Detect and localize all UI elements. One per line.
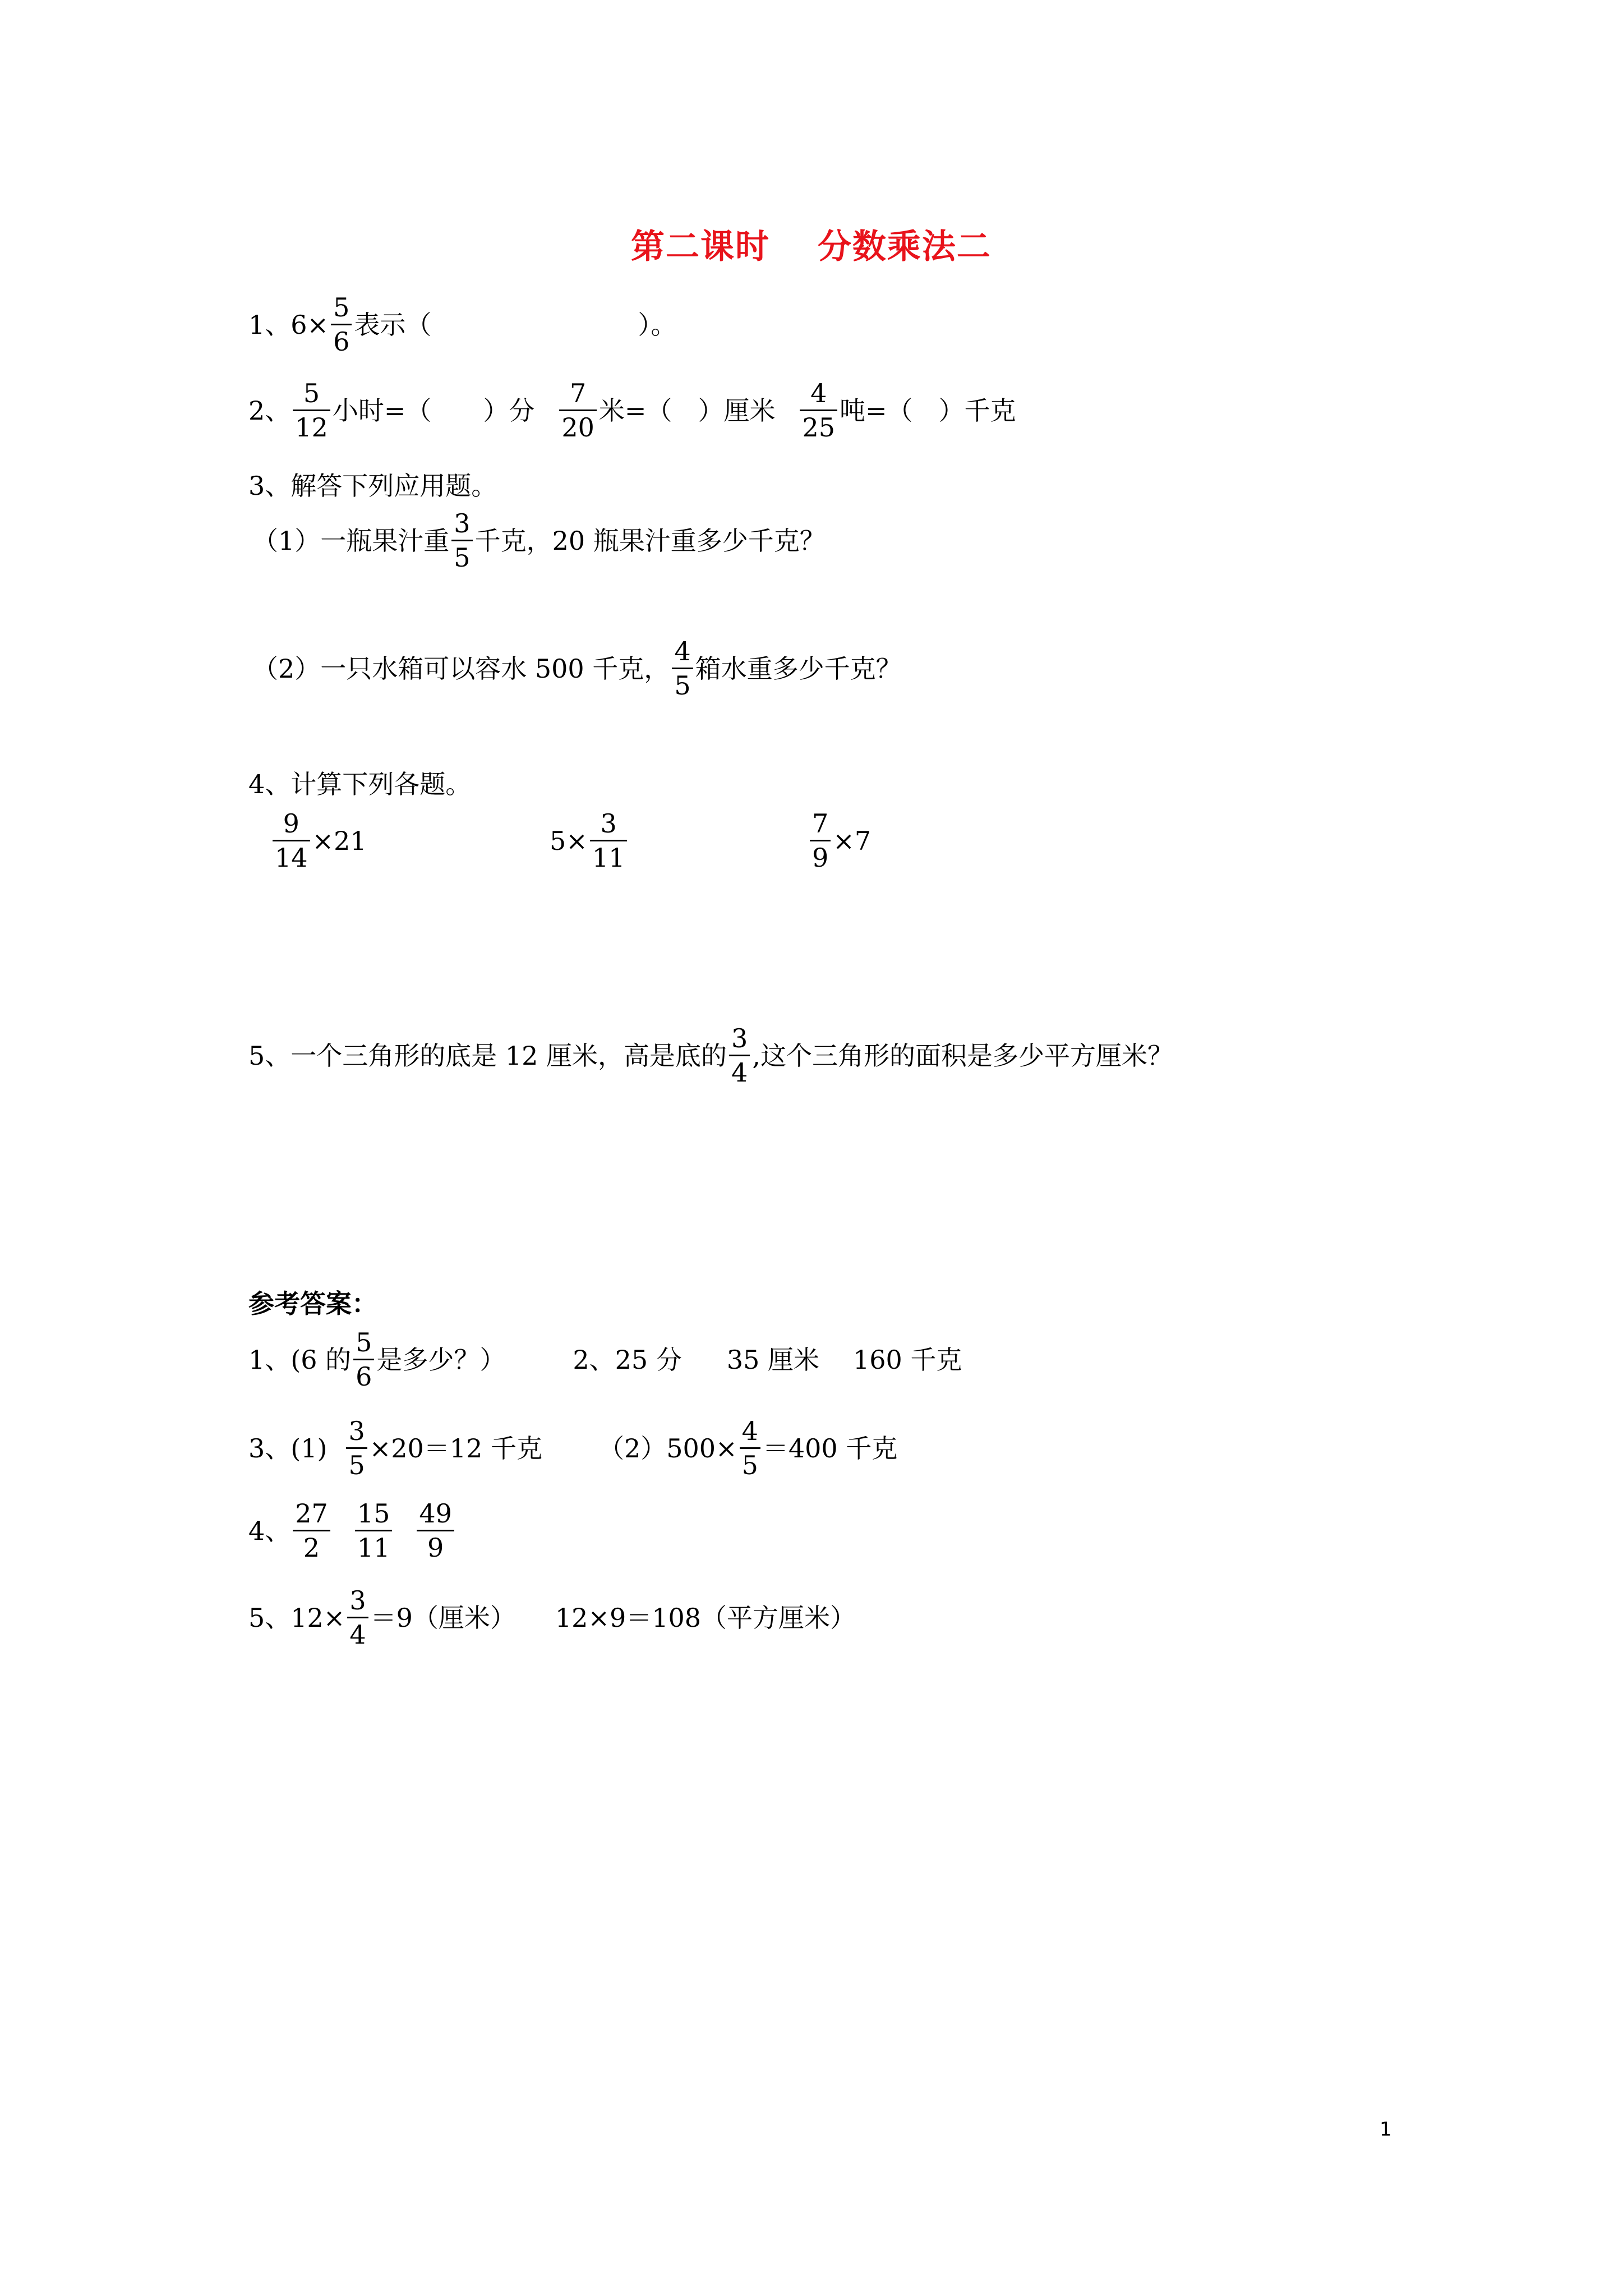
a5-second: 12×9＝108（平方厘米） (555, 1602, 856, 1633)
q4-expression-2 (550, 808, 629, 873)
page-title: 第二课时 分数乘法二 (631, 227, 992, 266)
fraction-denominator: 25 (802, 412, 836, 443)
q3p2-prefix: （2）一只水箱可以容水 500 千克， (252, 653, 670, 684)
a1-suffix: 是多少？） (376, 1344, 506, 1375)
question-3-part-1 (252, 508, 826, 573)
fraction-numerator: 49 (419, 1498, 452, 1529)
question-1 (248, 292, 677, 357)
fraction-denominator: 2 (303, 1533, 320, 1563)
fraction-denominator: 6 (333, 326, 350, 357)
fraction-denominator: 5 (348, 1450, 365, 1480)
fraction-numerator: 7 (812, 808, 829, 839)
a2-text-b: 35 厘米 (726, 1344, 819, 1375)
fraction-numerator: 7 (570, 378, 587, 408)
fraction (590, 808, 628, 873)
a2-text-c: 160 千克 (852, 1344, 962, 1375)
answer-3 (248, 1418, 897, 1478)
fraction-denominator: 20 (561, 412, 594, 443)
fraction-numerator: 5 (356, 1327, 372, 1358)
page-number: 1 (1380, 2118, 1392, 2141)
a3-part2-prefix: （2）500× (598, 1433, 737, 1464)
fraction-denominator: 4 (349, 1619, 366, 1650)
fraction-denominator: 6 (356, 1361, 372, 1392)
answers-heading: 参考答案： (248, 1289, 377, 1319)
fraction-numerator: 3 (349, 1585, 366, 1616)
fraction (451, 508, 472, 573)
question-4-heading: 4、计算下列各题。 (248, 769, 472, 799)
q4-expression-3 (808, 808, 872, 873)
fraction-denominator: 12 (295, 412, 328, 443)
q2-text-3: 吨=（ ）千克 (840, 395, 1016, 426)
fraction-numerator: 4 (674, 636, 691, 666)
q4-expression-1 (270, 808, 367, 873)
fraction-numerator: 3 (600, 808, 617, 839)
a4-lead: 4、 (248, 1515, 291, 1546)
fraction (293, 378, 330, 443)
fraction (672, 636, 693, 701)
q3p1-prefix: （1）一瓶果汁重 (252, 525, 450, 556)
q2-lead: 2、 (248, 395, 291, 426)
q4e3-suffix: ×7 (833, 825, 872, 856)
fraction (273, 808, 310, 873)
a1-prefix: 1、(6 的 (248, 1344, 352, 1375)
a5-suffix: ＝9（厘米） (370, 1602, 516, 1633)
fraction-numerator: 4 (810, 378, 827, 408)
fraction (800, 378, 837, 443)
q1-suffix: 表示（ ）。 (354, 309, 677, 340)
a3-lead: 3、(1) (248, 1433, 328, 1464)
question-3-part-2 (252, 636, 902, 701)
fraction-denominator: 11 (592, 843, 625, 873)
q4e2-prefix: 5× (550, 825, 588, 856)
fraction-denominator: 5 (454, 542, 471, 573)
answer-1-2 (248, 1327, 962, 1392)
q2-text-1: 小时=（ ）分 (332, 395, 535, 426)
fraction-numerator: 3 (454, 508, 471, 539)
q3p2-suffix: 箱水重多少千克？ (695, 653, 902, 684)
fraction-denominator: 9 (427, 1533, 444, 1563)
q5-prefix: 5、一个三角形的底是 12 厘米，高是底的 (248, 1040, 727, 1071)
q3p1-suffix: 千克，20 瓶果汁重多少千克？ (474, 525, 826, 556)
fraction-numerator: 5 (303, 378, 320, 408)
fraction (293, 1498, 330, 1563)
a3-suffix: ＝400 千克 (762, 1433, 898, 1464)
answer-5 (248, 1585, 856, 1650)
fraction (355, 1498, 393, 1563)
q1-prefix: 1、6× (248, 309, 329, 340)
fraction-denominator: 11 (357, 1533, 390, 1563)
a5-prefix: 5、12× (248, 1602, 345, 1633)
a2-text: 2、25 分 (573, 1344, 682, 1375)
fraction-denominator: 5 (741, 1450, 758, 1480)
fraction-denominator: 5 (674, 670, 691, 701)
fraction-numerator: 3 (731, 1023, 748, 1053)
q2-text-2: 米=（ ）厘米 (598, 395, 776, 426)
fraction (417, 1498, 454, 1563)
fraction-denominator: 4 (731, 1057, 748, 1088)
fraction (740, 1418, 760, 1478)
fraction (810, 808, 831, 873)
answer-4 (248, 1498, 457, 1563)
fraction-numerator: 4 (741, 1416, 758, 1446)
fraction-numerator: 27 (295, 1498, 328, 1529)
fraction-numerator: 5 (333, 292, 350, 323)
fraction (559, 378, 597, 443)
fraction-numerator: 15 (357, 1498, 390, 1529)
question-5 (248, 1023, 1173, 1088)
fraction (347, 1585, 368, 1650)
question-2 (248, 378, 1016, 443)
q5-suffix: ,这个三角形的面积是多少平方厘米？ (752, 1040, 1173, 1071)
fraction-numerator: 9 (283, 808, 299, 839)
a3-mid: ×20＝12 千克 (369, 1433, 542, 1464)
fraction-denominator: 14 (275, 843, 308, 873)
question-3-heading: 3、解答下列应用题。 (248, 471, 497, 501)
fraction-numerator: 3 (348, 1416, 365, 1446)
fraction (346, 1418, 367, 1478)
q4e1-suffix: ×21 (312, 825, 367, 856)
fraction (331, 292, 352, 357)
fraction (353, 1327, 374, 1392)
fraction (729, 1023, 750, 1088)
fraction-denominator: 9 (812, 843, 829, 873)
